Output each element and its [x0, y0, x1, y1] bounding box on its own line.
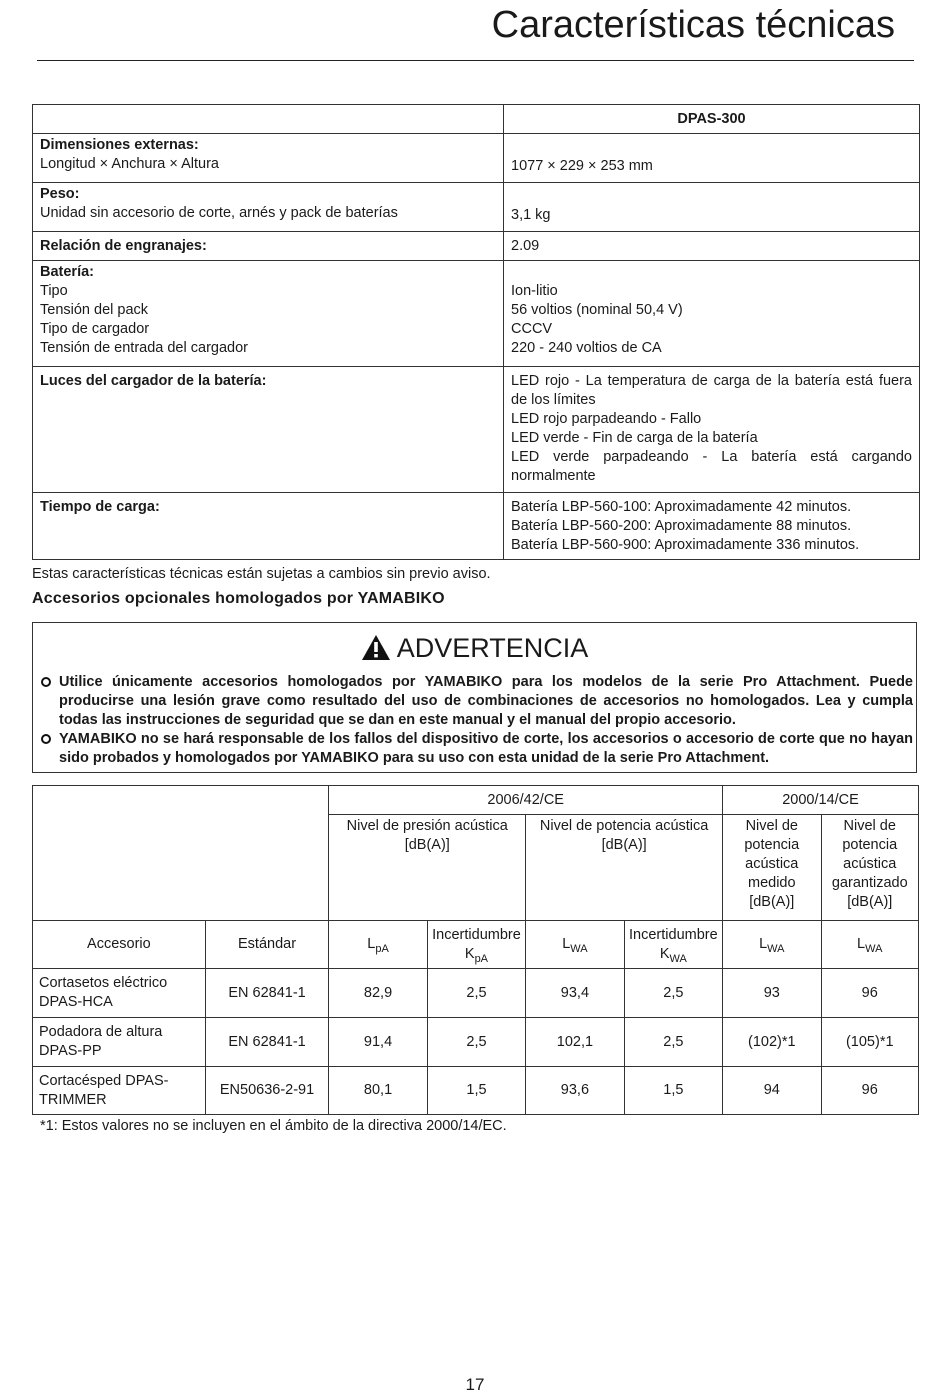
accessories-heading: Accesorios opcionales homologados por YAMABIKO [32, 590, 445, 607]
spec-note: Estas características técnicas están sujetas a cambios sin previo aviso. [32, 566, 491, 582]
lwa-symbol: L [562, 936, 571, 952]
lwa-guaranteed-column-header [821, 921, 919, 969]
spec-value-line: CCCV [511, 321, 553, 337]
spec-label-title: Dimensiones externas: [40, 137, 199, 153]
warning-triangle-icon [361, 634, 391, 661]
lwa-cell: 102,1 [526, 1018, 624, 1067]
lwa-measured-column-header [723, 921, 821, 969]
spec-value-line: LED verde - Fin de carga de la batería [511, 430, 758, 446]
spec-label-cell [33, 493, 504, 560]
lpa-cell: 91,4 [329, 1018, 427, 1067]
noise-table [32, 785, 919, 1115]
spec-label-title: Luces del cargador de la batería: [40, 373, 267, 389]
table-footnote: *1: Estos valores no se incluyen en el ámbito de la directiva 2000/14/EC. [40, 1118, 507, 1134]
uncertainty-label: Incertidumbre K [432, 926, 521, 962]
kpa-cell: 1,5 [427, 1067, 525, 1115]
spec-value-cell [504, 261, 920, 367]
lwa-symbol: L [857, 936, 866, 952]
column-header-row [33, 921, 919, 969]
spec-row-gear-ratio [33, 232, 920, 261]
lwa-guaranteed-cell: 96 [821, 1067, 919, 1115]
spec-label-cell [33, 261, 504, 367]
page-number: 17 [465, 1375, 485, 1394]
accessory-column-header: Accesorio [33, 921, 206, 969]
warning-header [33, 631, 916, 665]
spec-value-cell [504, 232, 920, 261]
spec-label-title: Batería: [40, 264, 94, 280]
kwa-cell: 1,5 [624, 1067, 722, 1115]
lpa-symbol: L [367, 936, 376, 952]
spec-value-cell [504, 183, 920, 232]
spec-label-title: Tiempo de carga: [40, 499, 160, 515]
spec-row-weight [33, 183, 920, 232]
page-title: Características técnicas [491, 4, 895, 46]
bullet-icon [41, 734, 51, 744]
spec-label-line: Unidad sin accesorio de corte, arnés y pack de baterías [40, 205, 398, 221]
spec-value-line: 220 - 240 voltios de CA [511, 340, 662, 356]
accessory-cell: Podadora de altura DPAS-PP [33, 1018, 206, 1067]
model-header: DPAS-300 [504, 105, 920, 134]
guaranteed-group-header: Nivel de potencia acústica garantizado [dB(A)] [821, 815, 919, 921]
lwa-cell: 93,6 [526, 1067, 624, 1115]
spec-row-charger-lights [33, 367, 920, 493]
kpa-column-header [427, 921, 525, 969]
directive-2000-cell: 2000/14/CE [723, 786, 919, 815]
pressure-group-header: Nivel de presión acústica [dB(A)] [329, 815, 526, 921]
spec-label-line: Longitud × Anchura × Altura [40, 156, 219, 172]
spec-label-cell [33, 232, 504, 261]
lwa-measured-cell: 93 [723, 969, 821, 1018]
spec-label-line: Tipo de cargador [40, 321, 150, 337]
spec-value-line: Ion-litio [511, 283, 558, 299]
warning-list [41, 673, 913, 768]
accessory-cell: Cortacésped DPAS-TRIMMER [33, 1067, 206, 1115]
power-group-header: Nivel de potencia acústica [dB(A)] [526, 815, 723, 921]
warning-text: YAMABIKO no se hará responsable de los fallos del dispositivo de corte, los accesorios o accesorio de corte que no hayan sido probados y homologados por YAMABIKO para su uso con esta unidad de la serie Pro Attachment. [59, 731, 913, 766]
spec-row-dimensions [33, 134, 920, 183]
warning-text: Utilice únicamente accesorios homologados por YAMABIKO para los modelos de la serie Pro Attachment. Puede producirse una lesión grave como resultado del uso de combinaciones de accesorios no homologados. Lea y cumpla todas las instrucciones de seguridad que se dan en este manual y el manual del propio accesorio. [59, 674, 913, 728]
lwa-subscript: WA [865, 943, 883, 955]
spec-value-line: 56 voltios (nominal 50,4 V) [511, 302, 683, 318]
accessory-cell: Cortasetos eléctrico DPAS-HCA [33, 969, 206, 1018]
lwa-measured-cell: 94 [723, 1067, 821, 1115]
bullet-icon [41, 677, 51, 687]
lwa-column-header [526, 921, 624, 969]
table-row [33, 1067, 919, 1115]
spec-header-row [33, 105, 920, 134]
spec-label-title: Relación de engranajes: [40, 237, 207, 254]
spec-row-charge-time [33, 493, 920, 560]
warning-item [41, 730, 913, 768]
lwa-measured-cell: (102)*1 [723, 1018, 821, 1067]
corner-blank [33, 786, 329, 921]
spec-header-blank [33, 105, 504, 134]
spec-value-cell [504, 493, 920, 560]
spec-value-line: 2.09 [511, 237, 540, 254]
warning-item [41, 673, 913, 730]
lwa-symbol: L [759, 936, 768, 952]
spec-value-line: LED verde parpadeando - La batería está cargando normalmente [511, 449, 912, 484]
kpa-cell: 2,5 [427, 1018, 525, 1067]
spec-value-line: LED rojo parpadeando - Fallo [511, 411, 702, 427]
spec-value-line: 3,1 kg [511, 207, 551, 223]
lwa-guaranteed-cell: (105)*1 [821, 1018, 919, 1067]
measured-group-header: Nivel de potencia acústica medido [dB(A)] [723, 815, 821, 921]
spec-label-cell [33, 134, 504, 183]
warning-title: ADVERTENCIA [396, 633, 589, 663]
spec-value-cell [504, 367, 920, 493]
lpa-cell: 82,9 [329, 969, 427, 1018]
spec-label-cell [33, 183, 504, 232]
spec-label-line: Tensión del pack [40, 302, 149, 318]
uncertainty-label: Incertidumbre K [629, 926, 718, 962]
spec-label-line: Tensión de entrada del cargador [40, 340, 248, 356]
kwa-column-header [624, 921, 722, 969]
table-row [33, 1018, 919, 1067]
kwa-cell: 2,5 [624, 969, 722, 1018]
lwa-guaranteed-cell: 96 [821, 969, 919, 1018]
spec-value-line: Batería LBP-560-900: Aproximadamente 336 minutos. [511, 537, 860, 553]
warning-box [32, 622, 917, 773]
directive-row [33, 786, 919, 815]
title-divider [37, 60, 914, 61]
spec-table [32, 104, 920, 560]
table-row [33, 969, 919, 1018]
lpa-subscript: pA [375, 943, 389, 955]
kpa-cell: 2,5 [427, 969, 525, 1018]
standard-column-header: Estándar [205, 921, 329, 969]
kwa-cell: 2,5 [624, 1018, 722, 1067]
spec-label-title: Peso: [40, 186, 80, 202]
spec-value-line: Batería LBP-560-200: Aproximadamente 88 minutos. [511, 518, 852, 534]
spec-label-cell [33, 367, 504, 493]
lpa-column-header [329, 921, 427, 969]
spec-row-battery [33, 261, 920, 367]
standard-cell: EN50636-2-91 [205, 1067, 329, 1115]
lwa-subscript: WA [570, 943, 588, 955]
lwa-cell: 93,4 [526, 969, 624, 1018]
directive-2006-cell: 2006/42/CE [329, 786, 723, 815]
spec-value-cell [504, 134, 920, 183]
kpa-subscript: pA [474, 952, 489, 965]
standard-cell: EN 62841-1 [205, 969, 329, 1018]
spec-value-line: LED rojo - La temperatura de carga de la batería está fuera de los límites [511, 373, 912, 408]
lpa-cell: 80,1 [329, 1067, 427, 1115]
lwa-subscript: WA [767, 943, 785, 955]
spec-value-line: 1077 × 229 × 253 mm [511, 158, 653, 174]
kwa-subscript: WA [669, 952, 687, 965]
spec-label-line: Tipo [40, 283, 68, 299]
standard-cell: EN 62841-1 [205, 1018, 329, 1067]
spec-value-line: Batería LBP-560-100: Aproximadamente 42 minutos. [511, 499, 852, 515]
